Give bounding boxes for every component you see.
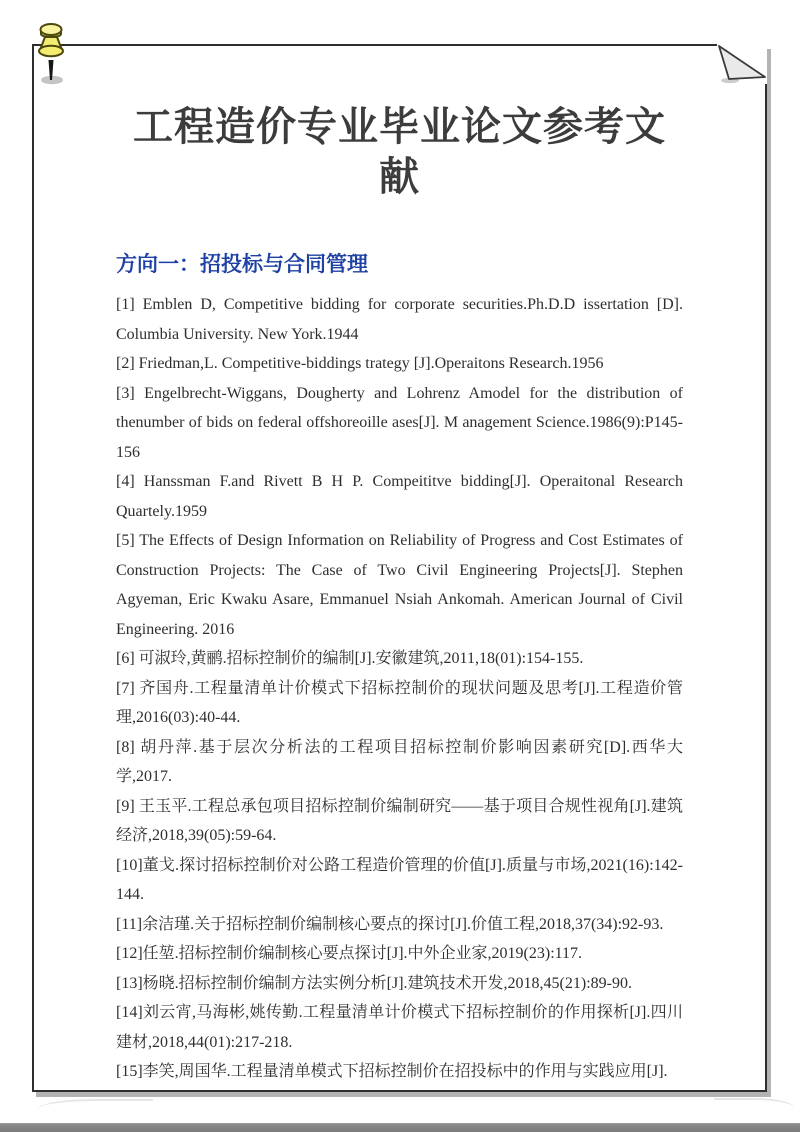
page-content xyxy=(34,102,765,1132)
reference-item: [2] Friedman,L. Competitive-biddings trategy [J].Operaitons Research.1956 xyxy=(116,355,604,372)
reference-item: [7] 齐国舟.工程量清单计价模式下招标控制价的现状问题及思考[J].工程造价管理,2016(03):40-44. xyxy=(116,679,683,726)
reference-item: [4] Hanssman F.and Rivett B H P. Compeititve bidding[J]. Operaitonal Research Quartely.1959 xyxy=(116,473,683,520)
under-page-curl-right xyxy=(714,1098,794,1108)
reference-item: [5] The Effects of Design Information on Reliability of Progress and Cost Estimates of Construction Projects: The Case of Two Civil Engineering Projects[J]. Stephen Agyeman, Eric Kwaku Asare, Emmanuel Nsiah Ankomah. American Journal of Civil Engineering. 2016 xyxy=(116,532,683,638)
reference-item: [9] 王玉平.工程总承包项目招标控制价编制研究——基于项目合规性视角[J].建筑经济,2018,39(05):59-64. xyxy=(116,797,683,844)
reference-item: [6] 可淑玲,黄鹂.招标控制价的编制[J].安徽建筑,2011,18(01):154-155. xyxy=(116,650,584,667)
reference-list xyxy=(116,290,683,1087)
pushpin-icon xyxy=(28,22,74,90)
next-page-edge xyxy=(0,1123,800,1132)
reference-item: [12]任堃.招标控制价编制核心要点探讨[J].中外企业家,2019(23):117. xyxy=(116,945,583,962)
reference-item: [14]刘云宵,马海彬,姚传勤.工程量清单计价模式下招标控制价的作用探析[J].四川建材,2018,44(01):217-218. xyxy=(116,1004,683,1051)
reference-item: [8] 胡丹萍.基于层次分析法的工程项目招标控制价影响因素研究[D].西华大学,2017. xyxy=(116,738,683,785)
reference-item: [1] Emblen D, Competitive bidding for corporate securities.Ph.D.D issertation [D]. Columbia University. New York.1944 xyxy=(116,296,683,343)
section-heading: 方向一：招投标与合同管理 xyxy=(116,253,368,276)
reference-item: [13]杨晓.招标控制价编制方法实例分析[J].建筑技术开发,2018,45(21):89-90. xyxy=(116,974,632,992)
page-sheet xyxy=(32,44,767,1092)
reference-item: [10]董戈.探讨招标控制价对公路工程造价管理的价值[J].质量与市场,2021(16):142-144. xyxy=(116,856,683,903)
reference-item: [11]余洁瑾.关于招标控制价编制核心要点的探讨[J].价值工程,2018,37(34):92-93. xyxy=(116,915,664,933)
reference-item: [15]李笑,周国华.工程量清单模式下招标控制价在招投标中的作用与实践应用[J]. xyxy=(116,1063,668,1080)
reference-item: [3] Engelbrecht-Wiggans, Dougherty and Lohrenz Amodel for the distribution of thenumber of bids on federal offshoreoille ases[J]. M anagement Science.1986(9):P145-156 xyxy=(116,384,683,461)
folded-corner-icon xyxy=(717,44,767,84)
page-title: 工程造价专业毕业论文参考文献 xyxy=(133,104,666,199)
